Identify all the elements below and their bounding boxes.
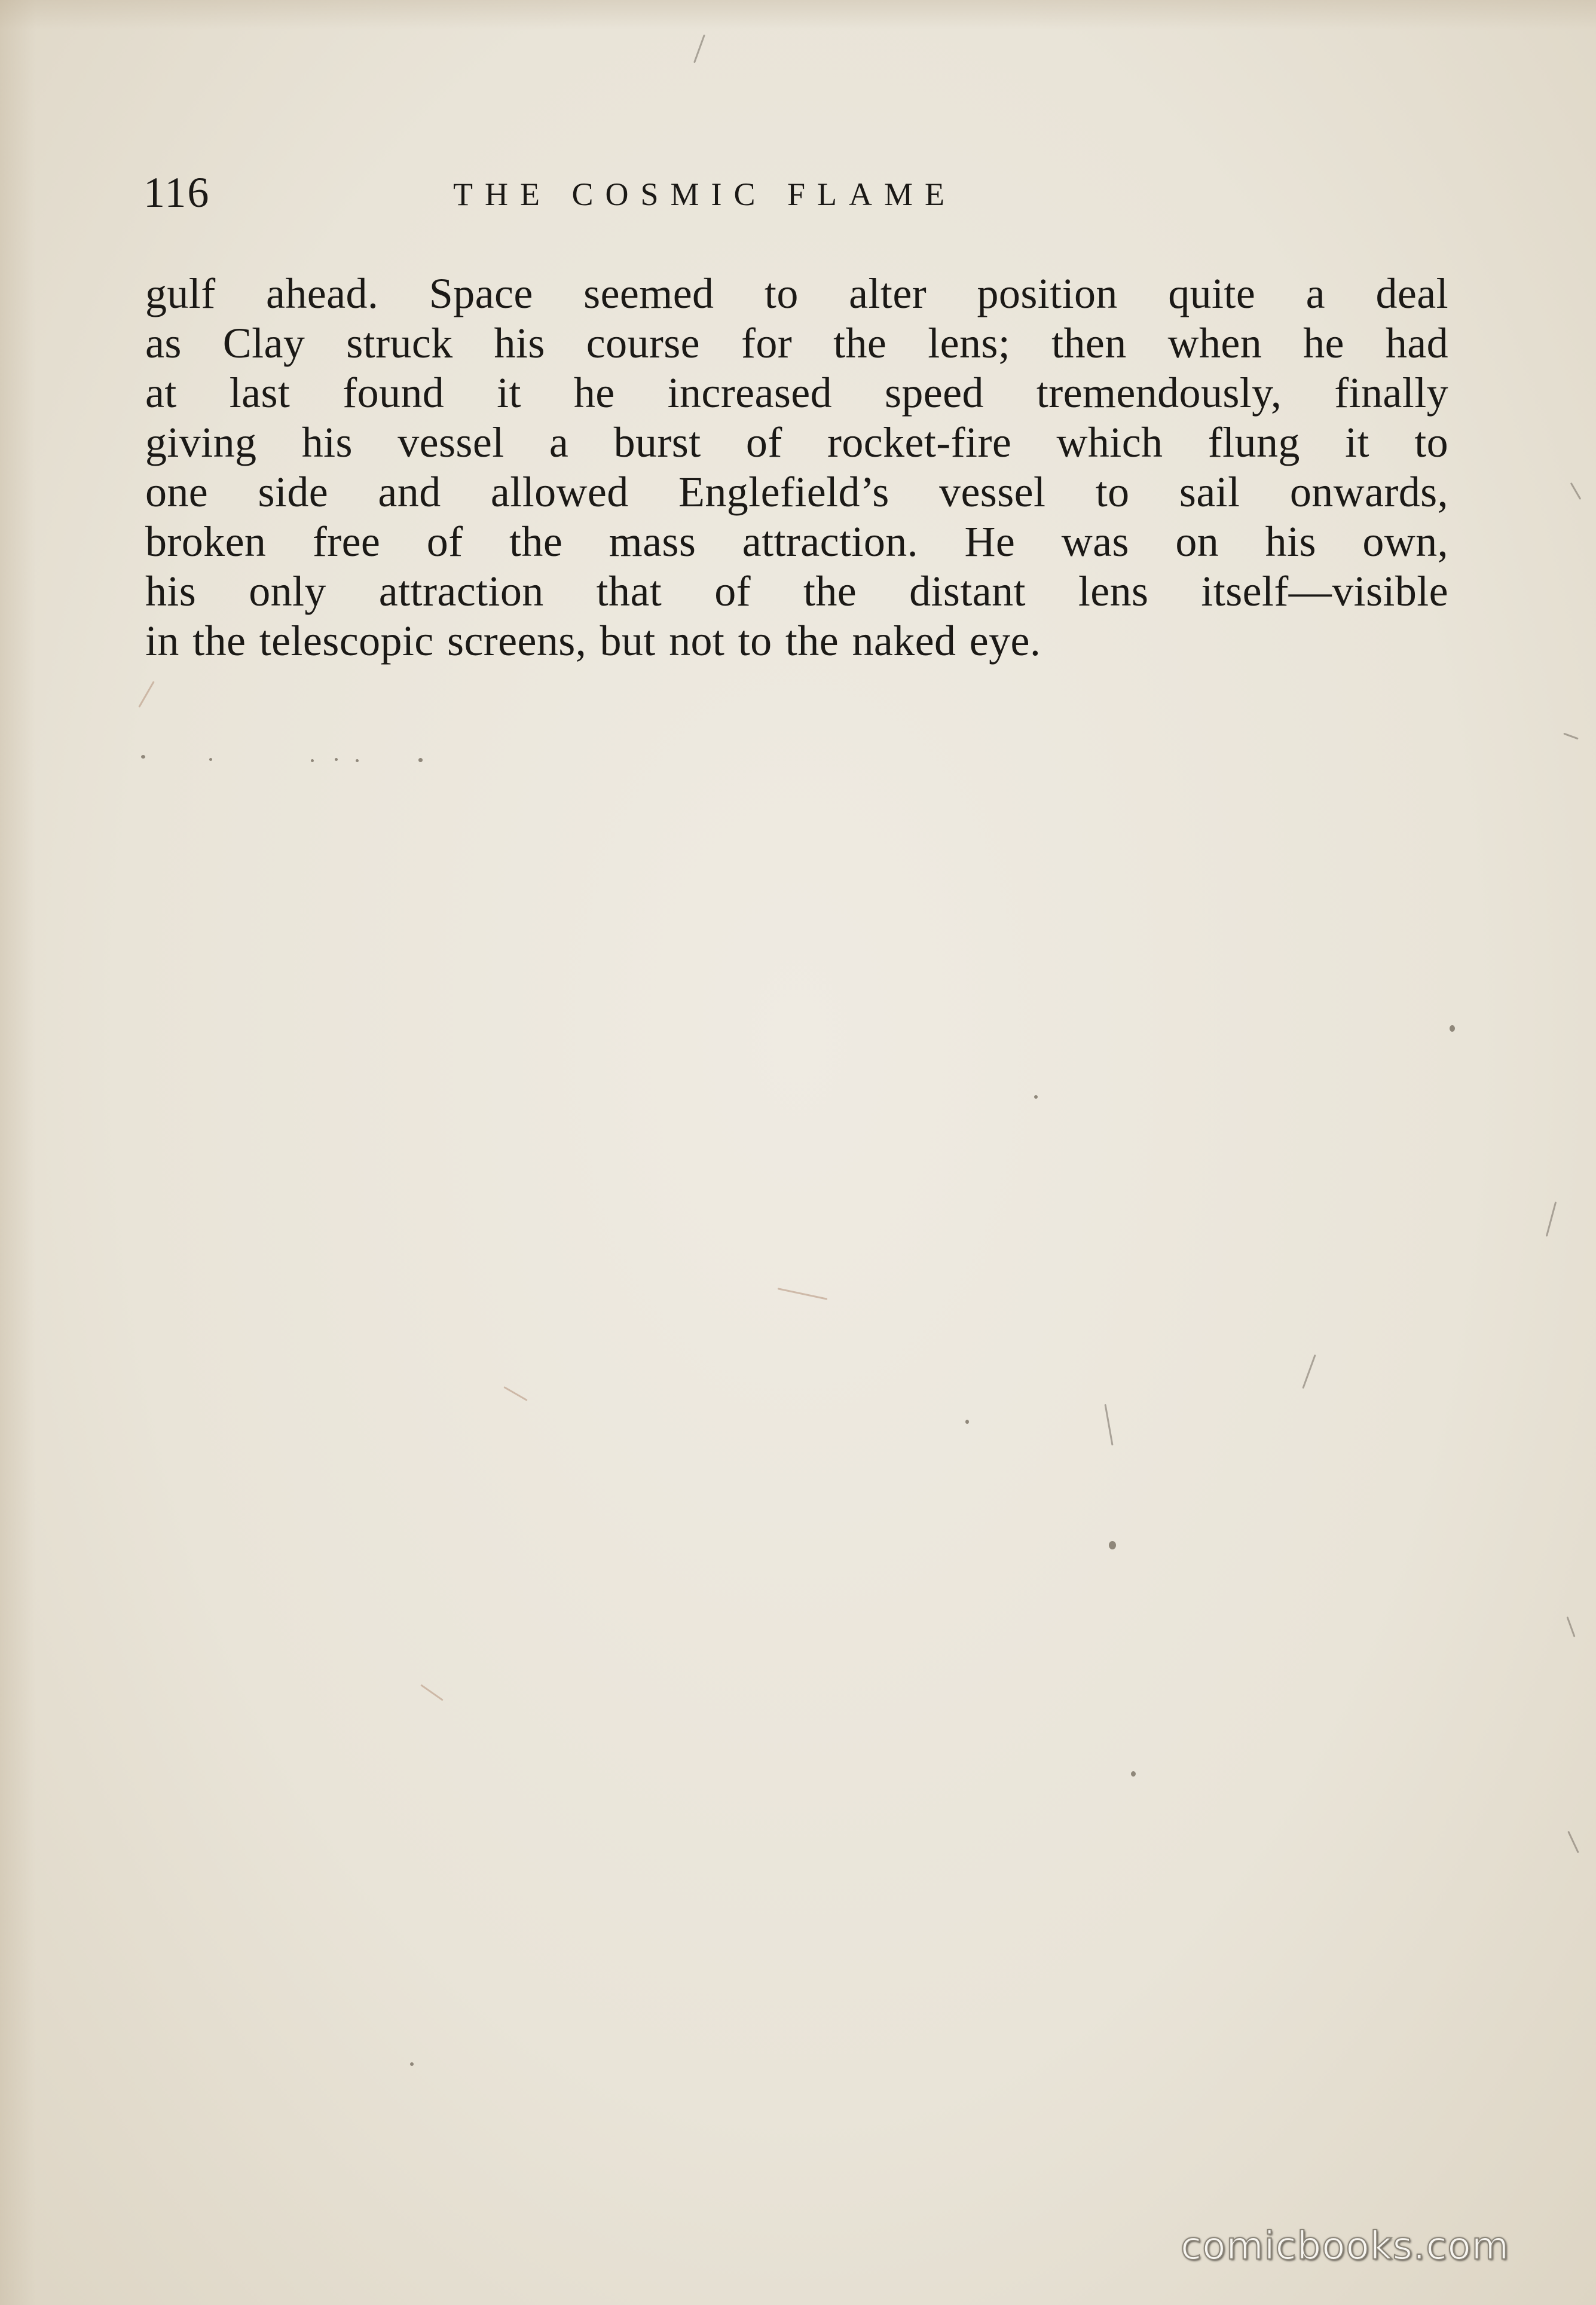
paper-speck <box>141 755 145 759</box>
body-paragraph <box>145 269 1448 666</box>
page-edge-shadow-top <box>0 0 1596 30</box>
paper-speck <box>335 758 338 761</box>
paper-fiber <box>503 1386 527 1401</box>
paper-fiber <box>138 681 155 708</box>
paper-fiber <box>420 1684 444 1701</box>
paper-speck <box>356 759 359 762</box>
paper-fiber <box>1546 1202 1557 1237</box>
text-line: as Clay struck his course for the lens; then when he had <box>145 319 1448 367</box>
text-line: giving his vessel a burst of rocket-fire which flung it to <box>145 418 1448 466</box>
text-line: his only attraction that of the distant lens itself—visible <box>145 567 1448 615</box>
paper-fiber <box>778 1288 828 1300</box>
paper-fiber <box>693 34 705 63</box>
watermark-logo: comicbooks.com <box>1181 2224 1510 2269</box>
text-line: gulf ahead. Space seemed to alter position quite a deal <box>145 270 1448 317</box>
text-line: at last found it he increased speed tremendously, finally <box>145 369 1448 417</box>
paper-speck <box>410 2062 414 2066</box>
paper-speck <box>1450 1025 1455 1032</box>
paper-fiber <box>1566 1616 1575 1637</box>
paper-speck <box>311 759 314 762</box>
paper-speck <box>418 758 423 762</box>
paper-fiber <box>1302 1355 1316 1389</box>
text-line: in the telescopic screens, but not to the naked eye. <box>145 617 1041 665</box>
paper-fiber <box>1570 482 1582 500</box>
book-title: THE COSMIC FLAME <box>453 176 957 212</box>
running-head <box>143 169 1184 216</box>
paper-speck <box>1034 1095 1038 1099</box>
paper-fiber <box>1104 1404 1113 1445</box>
paper-fiber <box>1567 1831 1579 1854</box>
paper-speck <box>965 1420 969 1424</box>
paper-speck <box>209 758 212 761</box>
text-line: one side and allowed Englefield’s vessel to sail onwards, <box>145 468 1448 516</box>
page-edge-shadow-left <box>0 0 36 2305</box>
paper-speck <box>1109 1541 1116 1549</box>
paper-fiber <box>1563 733 1578 740</box>
text-line: broken free of the mass attraction. He was on his own, <box>145 518 1448 565</box>
page-number: 116 <box>143 169 210 216</box>
paper-speck <box>1131 1771 1136 1777</box>
